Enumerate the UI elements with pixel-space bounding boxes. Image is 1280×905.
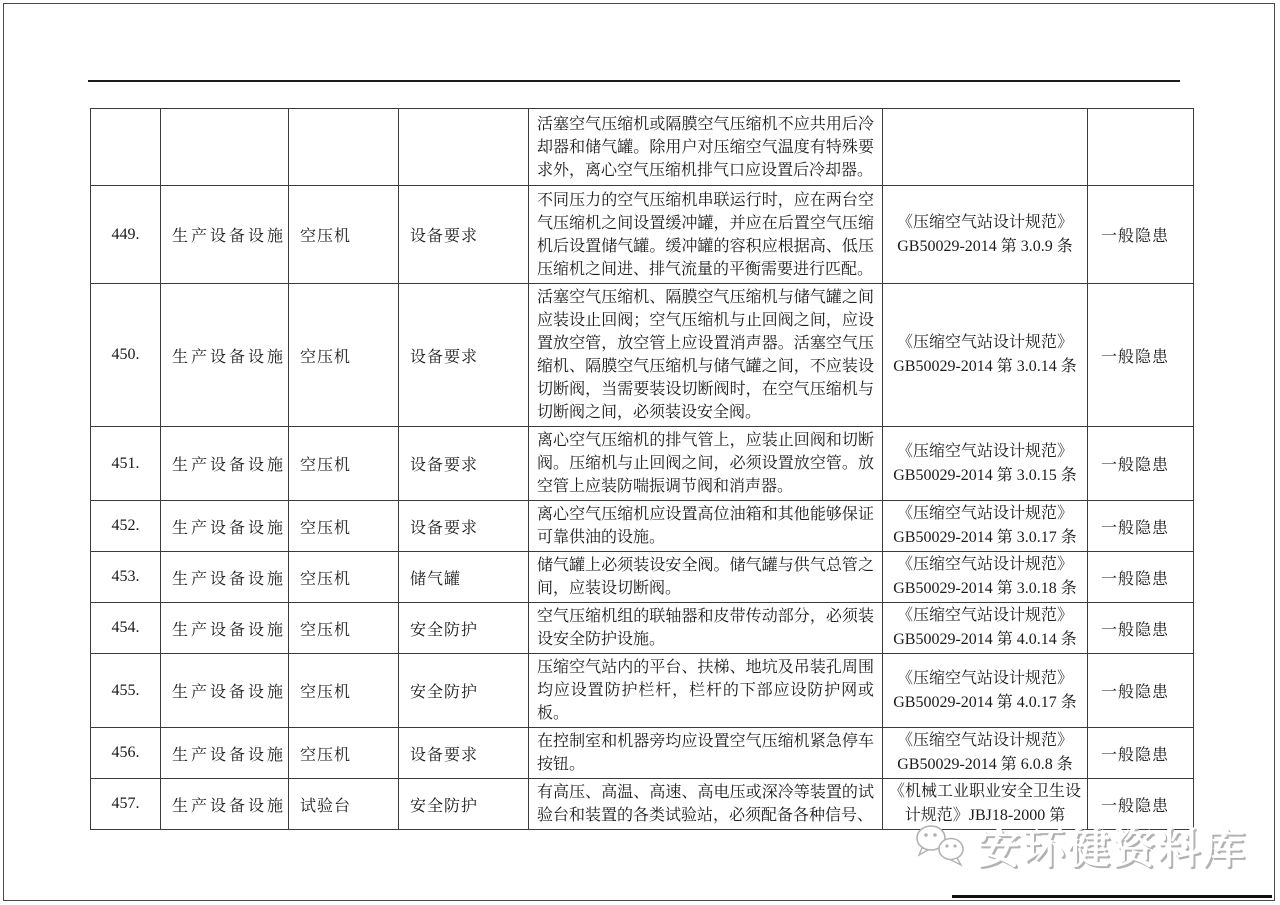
cell-category: 生产设备设施 bbox=[161, 552, 289, 603]
cell-item: 设备要求 bbox=[399, 728, 529, 779]
cell-reference: 《压缩空气站设计规范》GB50029-2014 第 4.0.14 条 bbox=[883, 603, 1088, 654]
cell-row-number bbox=[91, 109, 161, 186]
cell-severity: 一般隐患 bbox=[1088, 603, 1194, 654]
bottom-rule bbox=[952, 895, 1272, 898]
cell-row-number: 450. bbox=[91, 284, 161, 427]
cell-row-number: 453. bbox=[91, 552, 161, 603]
cell-item: 安全防护 bbox=[399, 779, 529, 830]
cell-description: 在控制室和机器旁均应设置空气压缩机紧急停车按钮。 bbox=[529, 728, 883, 779]
cell-row-number: 455. bbox=[91, 654, 161, 728]
cell-description: 不同压力的空气压缩机串联运行时，应在两台空气压缩机之间设置缓冲罐，并应在后置空气压缩机后设置储气罐。缓冲罐的容积应根据高、低压压缩机之间进、排气流量的平衡需要进行匹配。 bbox=[529, 186, 883, 284]
cell-severity: 一般隐患 bbox=[1088, 779, 1194, 830]
cell-item: 设备要求 bbox=[399, 427, 529, 501]
table-row bbox=[91, 427, 1194, 501]
cell-description: 空气压缩机组的联轴器和皮带传动部分，必须装设安全防护设施。 bbox=[529, 603, 883, 654]
cell-row-number: 456. bbox=[91, 728, 161, 779]
cell-description: 活塞空气压缩机或隔膜空气压缩机不应共用后冷却器和储气罐。除用户对压缩空气温度有特殊要求外，离心空气压缩机排气口应设置后冷却器。 bbox=[529, 109, 883, 186]
cell-description: 活塞空气压缩机、隔膜空气压缩机与储气罐之间应装设止回阀；空气压缩机与止回阀之间，应设置放空管，放空管上应设置消声器。活塞空气压缩机、隔膜空气压缩机与储气罐之间，不应装设切断阀，当需要装设切断阀时，在空气压缩机与切断阀之间，必须装设安全阀。 bbox=[529, 284, 883, 427]
table-row bbox=[91, 654, 1194, 728]
cell-equipment: 空压机 bbox=[289, 654, 399, 728]
hazard-table bbox=[90, 108, 1194, 830]
cell-item bbox=[399, 109, 529, 186]
cell-category: 生产设备设施 bbox=[161, 501, 289, 552]
cell-reference: 《压缩空气站设计规范》GB50029-2014 第 3.0.9 条 bbox=[883, 186, 1088, 284]
cell-row-number: 457. bbox=[91, 779, 161, 830]
cell-category bbox=[161, 109, 289, 186]
cell-row-number: 454. bbox=[91, 603, 161, 654]
cell-equipment: 空压机 bbox=[289, 552, 399, 603]
cell-description: 离心空气压缩机的排气管上，应装止回阀和切断阀。压缩机与止回阀之间，必须设置放空管。放空管上应装防喘振调节阀和消声器。 bbox=[529, 427, 883, 501]
cell-category: 生产设备设施 bbox=[161, 728, 289, 779]
cell-item: 储气罐 bbox=[399, 552, 529, 603]
cell-severity: 一般隐患 bbox=[1088, 427, 1194, 501]
cell-item: 安全防护 bbox=[399, 603, 529, 654]
cell-category: 生产设备设施 bbox=[161, 427, 289, 501]
cell-row-number: 451. bbox=[91, 427, 161, 501]
cell-severity: 一般隐患 bbox=[1088, 728, 1194, 779]
cell-equipment: 空压机 bbox=[289, 284, 399, 427]
cell-reference: 《压缩空气站设计规范》GB50029-2014 第 3.0.15 条 bbox=[883, 427, 1088, 501]
cell-reference: 《压缩空气站设计规范》GB50029-2014 第 3.0.14 条 bbox=[883, 284, 1088, 427]
table-row bbox=[91, 186, 1194, 284]
cell-severity: 一般隐患 bbox=[1088, 552, 1194, 603]
watermark bbox=[912, 816, 1248, 876]
cell-category: 生产设备设施 bbox=[161, 603, 289, 654]
cell-reference: 《压缩空气站设计规范》GB50029-2014 第 3.0.17 条 bbox=[883, 501, 1088, 552]
cell-severity: 一般隐患 bbox=[1088, 284, 1194, 427]
table-row bbox=[91, 501, 1194, 552]
cell-category: 生产设备设施 bbox=[161, 284, 289, 427]
cell-equipment: 空压机 bbox=[289, 427, 399, 501]
cell-reference: 《压缩空气站设计规范》GB50029-2014 第 4.0.17 条 bbox=[883, 654, 1088, 728]
table-row bbox=[91, 552, 1194, 603]
cell-severity: 一般隐患 bbox=[1088, 186, 1194, 284]
table-row bbox=[91, 284, 1194, 427]
cell-description: 储气罐上必须装设安全阀。储气罐与供气总管之间，应装设切断阀。 bbox=[529, 552, 883, 603]
cell-reference: 《压缩空气站设计规范》GB50029-2014 第 6.0.8 条 bbox=[883, 728, 1088, 779]
cell-category: 生产设备设施 bbox=[161, 779, 289, 830]
cell-row-number: 452. bbox=[91, 501, 161, 552]
cell-category: 生产设备设施 bbox=[161, 654, 289, 728]
cell-severity: 一般隐患 bbox=[1088, 501, 1194, 552]
cell-item: 设备要求 bbox=[399, 186, 529, 284]
top-rule bbox=[88, 80, 1180, 82]
table-row bbox=[91, 109, 1194, 186]
cell-item: 设备要求 bbox=[399, 284, 529, 427]
cell-severity: 一般隐患 bbox=[1088, 654, 1194, 728]
cell-description: 压缩空气站内的平台、扶梯、地坑及吊装孔周围均应设置防护栏杆，栏杆的下部应设防护网或板。 bbox=[529, 654, 883, 728]
cell-equipment: 空压机 bbox=[289, 186, 399, 284]
cell-equipment bbox=[289, 109, 399, 186]
table-row bbox=[91, 728, 1194, 779]
cell-description: 离心空气压缩机应设置高位油箱和其他能够保证可靠供油的设施。 bbox=[529, 501, 883, 552]
cell-severity bbox=[1088, 109, 1194, 186]
cell-reference: 《压缩空气站设计规范》GB50029-2014 第 3.0.18 条 bbox=[883, 552, 1088, 603]
watermark-label: 安环健资料库 bbox=[977, 825, 1248, 872]
wechat-icon bbox=[912, 822, 970, 870]
cell-category: 生产设备设施 bbox=[161, 186, 289, 284]
cell-item: 设备要求 bbox=[399, 501, 529, 552]
cell-reference bbox=[883, 109, 1088, 186]
cell-row-number: 449. bbox=[91, 186, 161, 284]
cell-description: 有高压、高温、高速、高电压或深冷等装置的试验台和装置的各类试验站，必须配备各种信号、 bbox=[529, 779, 883, 830]
cell-equipment: 空压机 bbox=[289, 501, 399, 552]
cell-item: 安全防护 bbox=[399, 654, 529, 728]
cell-equipment: 空压机 bbox=[289, 603, 399, 654]
cell-equipment: 试验台 bbox=[289, 779, 399, 830]
cell-equipment: 空压机 bbox=[289, 728, 399, 779]
table-row bbox=[91, 603, 1194, 654]
cell-reference: 《机械工业职业安全卫生设计规范》JBJ18-2000 第 bbox=[883, 779, 1088, 830]
